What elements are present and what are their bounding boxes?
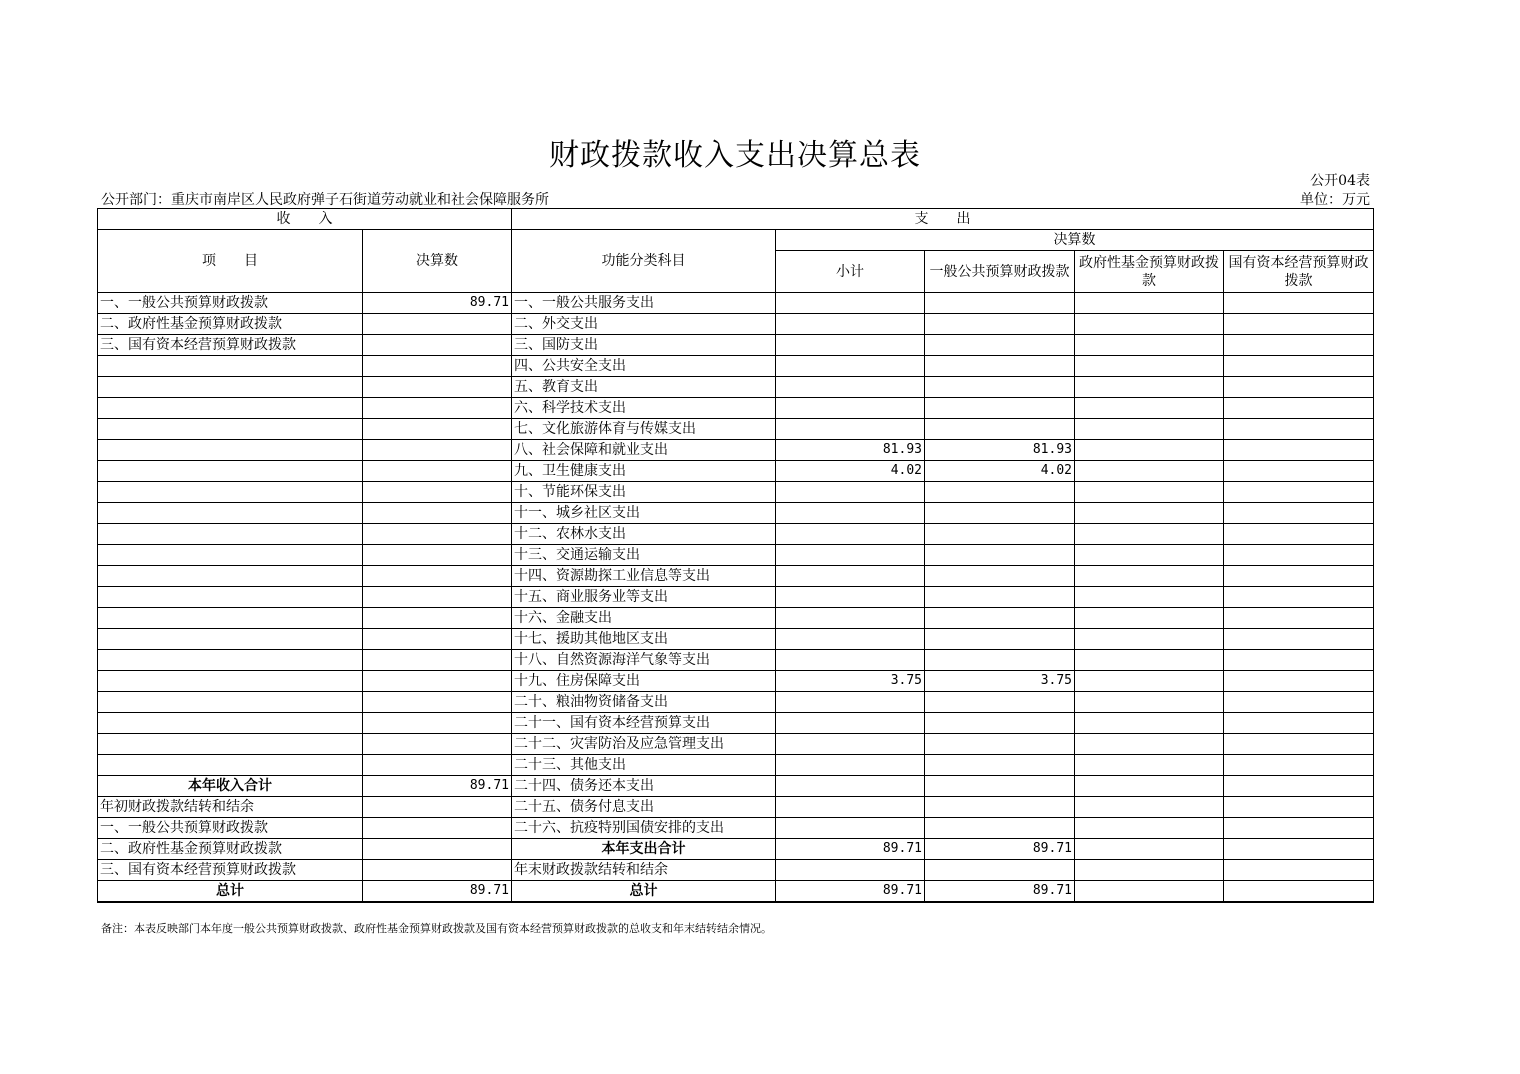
income-item-cell xyxy=(98,734,363,755)
income-amount-cell xyxy=(363,587,512,608)
table-row xyxy=(98,503,1374,524)
income-amount-cell xyxy=(363,377,512,398)
gov-fund-cell xyxy=(1075,293,1224,314)
expense-item-cell: 二十一、国有资本经营预算支出 xyxy=(512,713,776,734)
table-row xyxy=(98,461,1374,482)
table-row xyxy=(98,734,1374,755)
expense-item-cell: 本年支出合计 xyxy=(512,839,776,860)
subtotal-cell xyxy=(776,293,925,314)
general-budget-cell xyxy=(925,545,1075,566)
table-row xyxy=(98,524,1374,545)
general-budget-cell xyxy=(925,419,1075,440)
item-header: 项 目 xyxy=(98,230,363,293)
income-amount-cell xyxy=(363,419,512,440)
subtotal-cell xyxy=(776,650,925,671)
expense-item-cell: 二、外交支出 xyxy=(512,314,776,335)
general-budget-cell xyxy=(925,629,1075,650)
subtotal-cell xyxy=(776,545,925,566)
table-row xyxy=(98,545,1374,566)
general-budget-cell xyxy=(925,503,1075,524)
income-amount-cell: 89.71 xyxy=(363,776,512,797)
income-amount-cell xyxy=(363,461,512,482)
state-capital-cell xyxy=(1224,524,1374,545)
state-capital-cell xyxy=(1224,503,1374,524)
gov-fund-cell xyxy=(1075,860,1224,881)
income-amount-cell xyxy=(363,797,512,818)
gov-fund-cell xyxy=(1075,734,1224,755)
state-capital-cell xyxy=(1224,566,1374,587)
table-row xyxy=(98,692,1374,713)
general-budget-cell xyxy=(925,587,1075,608)
income-item-cell: 二、政府性基金预算财政拨款 xyxy=(98,314,363,335)
table-row xyxy=(98,293,1374,314)
expense-item-cell: 二十、粮油物资储备支出 xyxy=(512,692,776,713)
general-budget-cell: 4.02 xyxy=(925,461,1075,482)
subtotal-header: 小计 xyxy=(776,251,925,293)
table-row xyxy=(98,671,1374,692)
expense-item-cell: 二十六、抗疫特别国债安排的支出 xyxy=(512,818,776,839)
general-budget-cell xyxy=(925,377,1075,398)
gov-fund-cell xyxy=(1075,419,1224,440)
subtotal-cell xyxy=(776,797,925,818)
table-row xyxy=(98,818,1374,839)
gov-fund-cell xyxy=(1075,524,1224,545)
expense-item-cell: 四、公共安全支出 xyxy=(512,356,776,377)
income-amount-cell xyxy=(363,671,512,692)
form-number: 公开04表 xyxy=(1310,173,1370,189)
table-row xyxy=(98,335,1374,356)
gov-fund-cell xyxy=(1075,608,1224,629)
general-budget-cell: 81.93 xyxy=(925,440,1075,461)
general-budget-cell xyxy=(925,860,1075,881)
subtotal-cell xyxy=(776,692,925,713)
general-budget-cell xyxy=(925,650,1075,671)
income-amount-cell xyxy=(363,314,512,335)
table-row xyxy=(98,314,1374,335)
income-amount-cell xyxy=(363,482,512,503)
expense-header: 支 出 xyxy=(512,209,1374,230)
general-budget-cell xyxy=(925,713,1075,734)
gov-fund-cell xyxy=(1075,776,1224,797)
income-amount-cell xyxy=(363,356,512,377)
income-amount-cell xyxy=(363,818,512,839)
expense-item-cell: 年末财政拨款结转和结余 xyxy=(512,860,776,881)
subtotal-cell xyxy=(776,314,925,335)
table-row xyxy=(98,356,1374,377)
state-capital-cell xyxy=(1224,881,1374,903)
expense-item-cell: 二十四、债务还本支出 xyxy=(512,776,776,797)
general-budget-cell xyxy=(925,692,1075,713)
page-title: 财政拨款收入支出决算总表 xyxy=(549,138,921,173)
income-item-cell xyxy=(98,608,363,629)
income-item-cell xyxy=(98,671,363,692)
state-capital-cell xyxy=(1224,734,1374,755)
state-capital-cell xyxy=(1224,818,1374,839)
state-capital-cell xyxy=(1224,629,1374,650)
income-amount-cell xyxy=(363,713,512,734)
general-budget-cell xyxy=(925,482,1075,503)
state-capital-cell xyxy=(1224,356,1374,377)
income-amount-cell xyxy=(363,755,512,776)
income-header: 收 入 xyxy=(98,209,512,230)
income-amount-cell xyxy=(363,545,512,566)
expense-item-cell: 二十五、债务付息支出 xyxy=(512,797,776,818)
income-item-cell: 一、一般公共预算财政拨款 xyxy=(98,293,363,314)
income-item-cell: 三、国有资本经营预算财政拨款 xyxy=(98,335,363,356)
general-budget-cell xyxy=(925,293,1075,314)
state-capital-cell xyxy=(1224,692,1374,713)
income-item-cell: 年初财政拨款结转和结余 xyxy=(98,797,363,818)
gov-fund-cell xyxy=(1075,629,1224,650)
gov-fund-header: 政府性基金预算财政拨款 xyxy=(1075,251,1224,293)
income-amount-cell xyxy=(363,398,512,419)
table-row xyxy=(98,440,1374,461)
gov-fund-cell xyxy=(1075,335,1224,356)
expense-item-cell: 九、卫生健康支出 xyxy=(512,461,776,482)
general-budget-cell xyxy=(925,818,1075,839)
state-capital-cell xyxy=(1224,650,1374,671)
state-capital-cell xyxy=(1224,608,1374,629)
income-amount-cell xyxy=(363,860,512,881)
table-row xyxy=(98,860,1374,881)
expense-item-cell: 二十三、其他支出 xyxy=(512,755,776,776)
table-row xyxy=(98,650,1374,671)
state-capital-cell xyxy=(1224,482,1374,503)
subtotal-cell xyxy=(776,566,925,587)
income-item-cell: 三、国有资本经营预算财政拨款 xyxy=(98,860,363,881)
subtotal-cell xyxy=(776,503,925,524)
expense-item-cell: 十六、金融支出 xyxy=(512,608,776,629)
income-amount-cell xyxy=(363,524,512,545)
gov-fund-cell xyxy=(1075,398,1224,419)
state-capital-cell xyxy=(1224,860,1374,881)
state-capital-cell xyxy=(1224,776,1374,797)
table-row xyxy=(98,419,1374,440)
expense-item-cell: 一、一般公共服务支出 xyxy=(512,293,776,314)
state-capital-cell xyxy=(1224,587,1374,608)
subtotal-cell xyxy=(776,587,925,608)
state-capital-cell xyxy=(1224,293,1374,314)
state-capital-cell xyxy=(1224,398,1374,419)
subtotal-cell: 81.93 xyxy=(776,440,925,461)
state-capital-header: 国有资本经营预算财政拨款 xyxy=(1224,251,1374,293)
expense-item-cell: 二十二、灾害防治及应急管理支出 xyxy=(512,734,776,755)
income-item-cell xyxy=(98,503,363,524)
unit-label: 单位：万元 xyxy=(1300,192,1370,208)
table-row xyxy=(98,713,1374,734)
state-capital-cell xyxy=(1224,335,1374,356)
gov-fund-cell xyxy=(1075,818,1224,839)
expense-item-cell: 八、社会保障和就业支出 xyxy=(512,440,776,461)
income-item-cell xyxy=(98,545,363,566)
income-item-cell xyxy=(98,461,363,482)
expense-item-cell: 十五、商业服务业等支出 xyxy=(512,587,776,608)
income-amount-cell xyxy=(363,650,512,671)
expense-item-cell: 六、科学技术支出 xyxy=(512,398,776,419)
decision-header: 决算数 xyxy=(776,230,1374,251)
subtotal-cell xyxy=(776,776,925,797)
income-amount-cell xyxy=(363,734,512,755)
income-item-cell xyxy=(98,440,363,461)
table-row xyxy=(98,566,1374,587)
income-amount-cell: 89.71 xyxy=(363,881,512,903)
department-label: 公开部门：重庆市南岸区人民政府弹子石街道劳动就业和社会保障服务所 xyxy=(101,192,549,208)
gov-fund-cell xyxy=(1075,797,1224,818)
func-header: 功能分类科目 xyxy=(512,230,776,293)
expense-item-cell: 十二、农林水支出 xyxy=(512,524,776,545)
income-amount-cell xyxy=(363,608,512,629)
gov-fund-cell xyxy=(1075,461,1224,482)
expense-item-cell: 总计 xyxy=(512,881,776,903)
subtotal-cell xyxy=(776,860,925,881)
table-row xyxy=(98,398,1374,419)
income-item-cell xyxy=(98,524,363,545)
gov-fund-cell xyxy=(1075,377,1224,398)
general-budget-cell xyxy=(925,797,1075,818)
income-item-cell xyxy=(98,713,363,734)
income-item-cell: 一、一般公共预算财政拨款 xyxy=(98,818,363,839)
gov-fund-cell xyxy=(1075,314,1224,335)
state-capital-cell xyxy=(1224,377,1374,398)
gov-fund-cell xyxy=(1075,713,1224,734)
table-row xyxy=(98,797,1374,818)
general-budget-cell xyxy=(925,734,1075,755)
amount-header: 决算数 xyxy=(363,230,512,293)
subtotal-cell xyxy=(776,524,925,545)
gov-fund-cell xyxy=(1075,755,1224,776)
subtotal-cell xyxy=(776,419,925,440)
state-capital-cell xyxy=(1224,461,1374,482)
expense-item-cell: 十八、自然资源海洋气象等支出 xyxy=(512,650,776,671)
gov-fund-cell xyxy=(1075,839,1224,860)
state-capital-cell xyxy=(1224,755,1374,776)
income-amount-cell xyxy=(363,839,512,860)
gov-fund-cell xyxy=(1075,356,1224,377)
income-item-cell: 本年收入合计 xyxy=(98,776,363,797)
subtotal-cell xyxy=(776,482,925,503)
expense-item-cell: 十三、交通运输支出 xyxy=(512,545,776,566)
gov-fund-cell xyxy=(1075,692,1224,713)
income-item-cell xyxy=(98,755,363,776)
general-budget-cell xyxy=(925,356,1075,377)
gov-fund-cell xyxy=(1075,671,1224,692)
income-item-cell: 二、政府性基金预算财政拨款 xyxy=(98,839,363,860)
gov-fund-cell xyxy=(1075,650,1224,671)
general-budget-cell xyxy=(925,524,1075,545)
income-amount-cell xyxy=(363,335,512,356)
table-row xyxy=(98,377,1374,398)
income-amount-cell xyxy=(363,566,512,587)
general-budget-cell xyxy=(925,335,1075,356)
income-amount-cell xyxy=(363,503,512,524)
income-item-cell xyxy=(98,377,363,398)
table-row xyxy=(98,482,1374,503)
table-row xyxy=(98,629,1374,650)
state-capital-cell xyxy=(1224,713,1374,734)
income-amount-cell xyxy=(363,629,512,650)
general-budget-cell xyxy=(925,608,1075,629)
state-capital-cell xyxy=(1224,671,1374,692)
general-budget-cell xyxy=(925,566,1075,587)
table-row xyxy=(98,839,1374,860)
gov-fund-cell xyxy=(1075,881,1224,903)
income-item-cell xyxy=(98,650,363,671)
state-capital-cell xyxy=(1224,440,1374,461)
income-amount-cell xyxy=(363,692,512,713)
state-capital-cell xyxy=(1224,797,1374,818)
general-budget-cell: 89.71 xyxy=(925,881,1075,903)
expense-item-cell: 十一、城乡社区支出 xyxy=(512,503,776,524)
income-item-cell: 总计 xyxy=(98,881,363,903)
gov-fund-cell xyxy=(1075,503,1224,524)
general-budget-cell xyxy=(925,755,1075,776)
state-capital-cell xyxy=(1224,839,1374,860)
subtotal-cell xyxy=(776,734,925,755)
general-budget-header: 一般公共预算财政拨款 xyxy=(925,251,1075,293)
subtotal-cell: 4.02 xyxy=(776,461,925,482)
income-item-cell xyxy=(98,566,363,587)
income-item-cell xyxy=(98,482,363,503)
expense-item-cell: 五、教育支出 xyxy=(512,377,776,398)
subtotal-cell: 89.71 xyxy=(776,881,925,903)
subtotal-cell xyxy=(776,608,925,629)
income-item-cell xyxy=(98,356,363,377)
table-row xyxy=(98,587,1374,608)
expense-item-cell: 十四、资源勘探工业信息等支出 xyxy=(512,566,776,587)
subtotal-cell xyxy=(776,377,925,398)
income-amount-cell: 89.71 xyxy=(363,293,512,314)
expense-item-cell: 十、节能环保支出 xyxy=(512,482,776,503)
gov-fund-cell xyxy=(1075,545,1224,566)
footnote: 备注：本表反映部门本年度一般公共预算财政拨款、政府性基金预算财政拨款及国有资本经营预算财政拨款的总收支和年末结转结余情况。 xyxy=(101,922,772,935)
subtotal-cell xyxy=(776,818,925,839)
table-row xyxy=(98,776,1374,797)
gov-fund-cell xyxy=(1075,587,1224,608)
state-capital-cell xyxy=(1224,314,1374,335)
gov-fund-cell xyxy=(1075,440,1224,461)
expense-item-cell: 十七、援助其他地区支出 xyxy=(512,629,776,650)
general-budget-cell: 3.75 xyxy=(925,671,1075,692)
gov-fund-cell xyxy=(1075,482,1224,503)
general-budget-cell xyxy=(925,398,1075,419)
subtotal-cell xyxy=(776,398,925,419)
subtotal-cell xyxy=(776,755,925,776)
income-item-cell xyxy=(98,419,363,440)
income-amount-cell xyxy=(363,440,512,461)
subtotal-cell: 89.71 xyxy=(776,839,925,860)
state-capital-cell xyxy=(1224,545,1374,566)
expense-item-cell: 三、国防支出 xyxy=(512,335,776,356)
budget-table xyxy=(97,208,1374,903)
state-capital-cell xyxy=(1224,419,1374,440)
general-budget-cell xyxy=(925,314,1075,335)
subtotal-cell xyxy=(776,629,925,650)
income-item-cell xyxy=(98,398,363,419)
table-row xyxy=(98,755,1374,776)
income-item-cell xyxy=(98,587,363,608)
income-item-cell xyxy=(98,629,363,650)
gov-fund-cell xyxy=(1075,566,1224,587)
table-row xyxy=(98,608,1374,629)
income-item-cell xyxy=(98,692,363,713)
subtotal-cell xyxy=(776,356,925,377)
expense-item-cell: 七、文化旅游体育与传媒支出 xyxy=(512,419,776,440)
subtotal-cell xyxy=(776,335,925,356)
subtotal-cell: 3.75 xyxy=(776,671,925,692)
subtotal-cell xyxy=(776,713,925,734)
general-budget-cell: 89.71 xyxy=(925,839,1075,860)
table-row xyxy=(98,881,1374,903)
expense-item-cell: 十九、住房保障支出 xyxy=(512,671,776,692)
general-budget-cell xyxy=(925,776,1075,797)
